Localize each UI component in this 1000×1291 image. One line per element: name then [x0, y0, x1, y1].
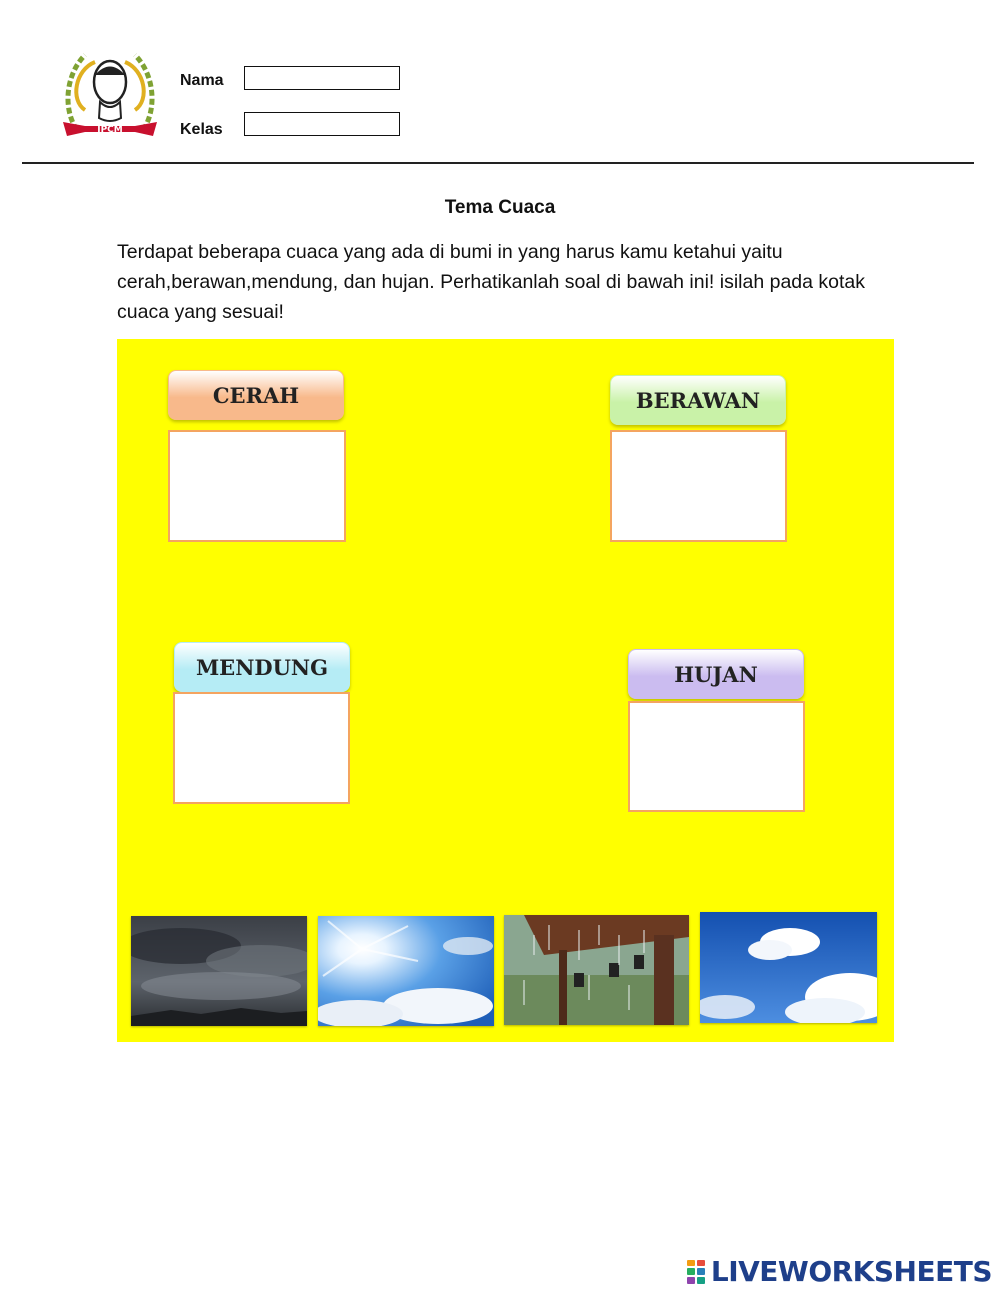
kelas-input[interactable] — [244, 112, 400, 136]
liveworksheets-text: LIVEWORKSHEETS — [710, 1255, 992, 1288]
header-divider — [22, 162, 974, 164]
drop-box-hujan[interactable] — [628, 701, 805, 812]
label-mendung-text: MENDUNG — [195, 654, 329, 680]
instructions: Terdapat beberapa cuaca yang ada di bumi in yang harus kamu ketahui yaitu cerah,berawan,mendung, dan hujan. Perhatikanlah soal di bawah ini! isilah pada kotak cuaca yang sesuai! — [117, 241, 865, 323]
drop-box-mendung[interactable] — [173, 692, 350, 804]
logo-text: JPCM — [97, 125, 123, 135]
bright-sun-sky-photo[interactable] — [318, 916, 494, 1026]
drop-box-berawan[interactable] — [610, 430, 787, 542]
drop-box-cerah[interactable] — [168, 430, 346, 542]
label-hujan — [628, 649, 804, 699]
dark-storm-clouds-photo[interactable] — [131, 916, 307, 1026]
school-logo — [55, 40, 165, 145]
rain-on-roof-photo[interactable] — [504, 915, 689, 1025]
label-berawan — [610, 375, 786, 425]
nama-input[interactable] — [244, 66, 400, 90]
label-hujan-text: HUJAN — [674, 661, 758, 687]
label-cerah — [168, 370, 344, 420]
kelas-label: Kelas — [180, 121, 223, 138]
activity-panel — [117, 339, 894, 1042]
blue-sky-clouds-photo[interactable] — [700, 912, 877, 1023]
label-cerah-text: CERAH — [212, 382, 300, 408]
liveworksheets-icon — [687, 1260, 705, 1284]
page-title: Tema Cuaca — [444, 197, 556, 218]
label-mendung — [174, 642, 350, 692]
label-berawan-text: BERAWAN — [635, 387, 761, 413]
liveworksheets-brand — [687, 1255, 992, 1288]
nama-label: Nama — [180, 72, 224, 89]
